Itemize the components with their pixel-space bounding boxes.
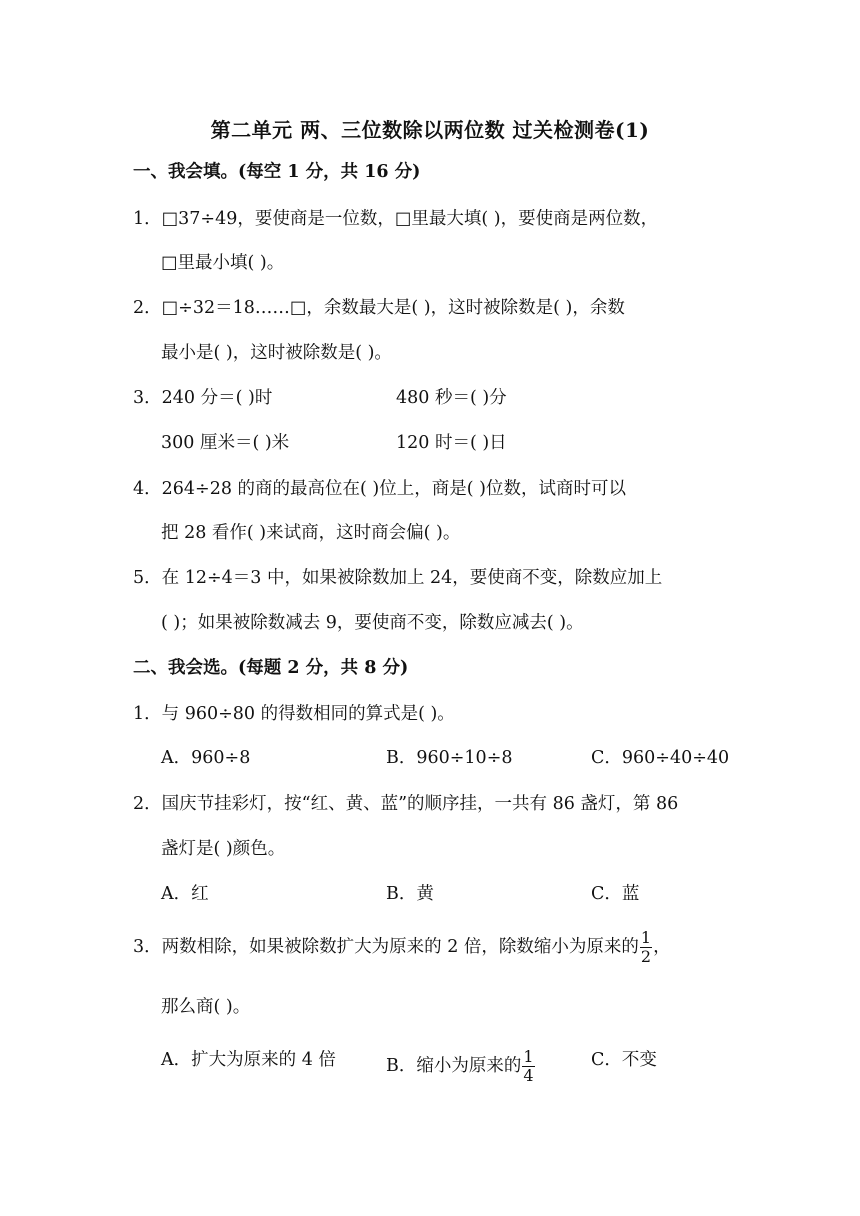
fraction-one-half — [640, 929, 652, 966]
question-3-item-a: 3．240 分＝( )时 — [133, 388, 273, 408]
question-3-item-b: 480 秒＝( )分 — [396, 388, 507, 408]
choice-2-option-b: B．黄 — [386, 884, 434, 904]
choice-1-option-c: C．960÷40÷40 — [591, 748, 730, 768]
question-2-line-2: 最小是( )，这时被除数是( )。 — [161, 343, 392, 363]
question-2-line-1: 2．□÷32＝18……□，余数最大是( )，这时被除数是( )，余数 — [133, 298, 625, 318]
choice-question-2-line-1: 2．国庆节挂彩灯，按“红、黄、蓝”的顺序挂，一共有 86 盏灯，第 86 — [133, 794, 679, 814]
choice-question-2-line-2: 盏灯是( )颜色。 — [161, 839, 286, 859]
choice-question-3-text: 3．两数相除，如果被除数扩大为原来的 2 倍，除数缩小为原来的 — [133, 937, 639, 957]
section-heading-fill: 一、我会填。(每空 1 分，共 16 分) — [133, 162, 421, 182]
question-4-line-2: 把 28 看作( )来试商，这时商会偏( )。 — [161, 523, 461, 543]
question-5-line-2: ( )；如果被除数减去 9，要使商不变，除数应减去( )。 — [161, 613, 584, 633]
page-title: 第二单元 两、三位数除以两位数 过关检测卷(1) — [210, 118, 650, 142]
question-3-item-c: 300 厘米＝( )米 — [161, 433, 290, 453]
question-4-line-1: 4．264÷28 的商的最高位在( )位上，商是( )位数，试商时可以 — [133, 479, 626, 499]
question-1-line-1: 1．□37÷49，要使商是一位数，□里最大填( )，要使商是两位数， — [133, 209, 659, 229]
fraction-denominator: 2 — [640, 947, 652, 966]
choice-1-option-a: A．960÷8 — [161, 748, 251, 768]
question-5-line-1: 5．在 12÷4＝3 中，如果被除数加上 24，要使商不变，除数应加上 — [133, 568, 663, 588]
question-3-item-d: 120 时＝( )日 — [396, 433, 507, 453]
choice-2-option-a: A．红 — [161, 884, 209, 904]
fraction-numerator: 1 — [523, 1047, 534, 1066]
choice-3-option-a: A．扩大为原来的 4 倍 — [161, 1050, 336, 1070]
choice-3-option-b-text: B．缩小为原来的 — [386, 1056, 522, 1076]
question-1-line-2: □里最小填( )。 — [161, 253, 285, 273]
fraction-numerator: 1 — [640, 928, 652, 947]
fraction-one-quarter — [522, 1048, 534, 1085]
choice-1-option-b: B．960÷10÷8 — [386, 748, 513, 768]
section-heading-choice: 二、我会选。(每题 2 分，共 8 分) — [133, 658, 409, 678]
choice-question-1-stem: 1．与 960÷80 的得数相同的算式是( )。 — [133, 704, 455, 724]
choice-question-3-comma: ， — [653, 937, 671, 957]
fraction-denominator: 4 — [523, 1066, 534, 1085]
choice-question-3-line-2: 那么商( )。 — [161, 997, 251, 1017]
choice-3-option-c: C．不变 — [591, 1050, 657, 1070]
choice-question-3-line-1 — [133, 929, 733, 966]
choice-2-option-c: C．蓝 — [591, 884, 640, 904]
choice-3-option-b — [386, 1048, 536, 1085]
